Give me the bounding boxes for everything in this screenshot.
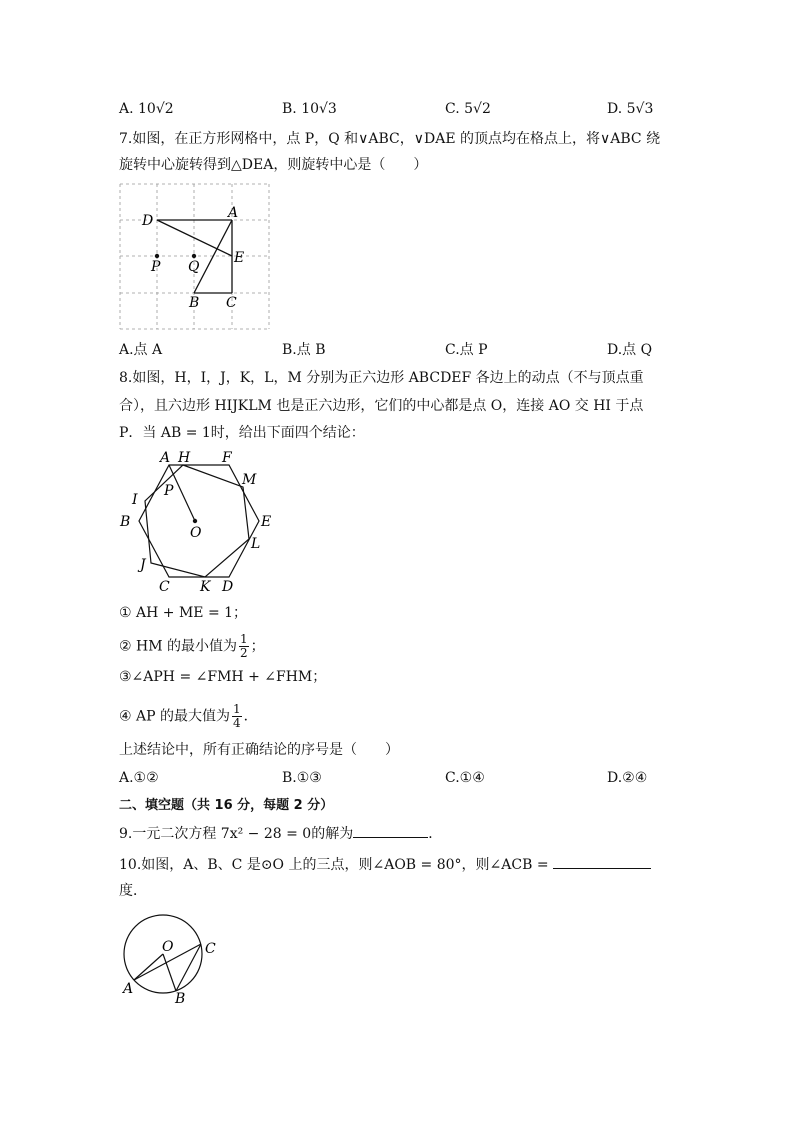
q10-answer-blank[interactable] xyxy=(553,854,651,869)
q8-label-k: K xyxy=(200,579,211,595)
q8-conclusion-2 xyxy=(119,633,265,660)
q7-label-p: P xyxy=(151,259,161,275)
q8-label-a: A xyxy=(160,450,171,466)
q8-conclusion-3: ③∠APH = ∠FMH + ∠FHM； xyxy=(119,669,327,685)
q9-stem xyxy=(119,823,442,844)
hexagon-abcdef xyxy=(139,465,259,577)
q8-label-f: F xyxy=(222,450,232,466)
q8-label-i: I xyxy=(132,492,138,508)
q8-c4-fraction xyxy=(232,703,242,730)
q9-answer-blank[interactable] xyxy=(353,823,428,838)
q6-option-d: D. 5√3 xyxy=(607,101,654,117)
q8-c4-denominator: 4 xyxy=(232,716,241,730)
q8-c2-fraction xyxy=(239,633,249,660)
q10-stem-line1 xyxy=(119,854,651,875)
q7-option-b: B.点 B xyxy=(282,342,326,358)
q7-option-d: D.点 Q xyxy=(607,342,653,358)
q7-label-d: D xyxy=(142,213,154,229)
q8-hexagon-figure xyxy=(114,448,284,596)
q8-c2-text: ② HM 的最小值为 xyxy=(119,638,237,655)
q8-label-l: L xyxy=(251,536,261,552)
q10-label-b: B xyxy=(175,991,186,1007)
q8-conclusion-4 xyxy=(119,703,258,730)
q7-label-c: C xyxy=(226,295,237,311)
q10-label-o: O xyxy=(162,939,174,955)
q8-label-h: H xyxy=(178,450,191,466)
q6-option-b: B. 10√3 xyxy=(282,101,337,117)
q8-label-e: E xyxy=(261,514,272,530)
q8-c2-numerator: 1 xyxy=(240,632,248,646)
q8-label-j: J xyxy=(140,557,146,573)
q8-label-p: P xyxy=(164,483,174,499)
q7-label-b: B xyxy=(189,295,200,311)
q8-stem-line2: 合），且六边形 HIJKLM 也是正六边形，它们的中心都是点 O，连接 AO 交 HI 于点 xyxy=(119,398,644,414)
q7-grid-figure xyxy=(119,183,271,331)
q8-option-a: A.①② xyxy=(119,770,159,786)
q10-circle-figure xyxy=(119,910,229,1008)
q8-label-d: D xyxy=(222,579,234,595)
q8-conclusion-1: ① AH + ME = 1； xyxy=(119,605,248,621)
q8-stem-line3: P．当 AB = 1时，给出下面四个结论： xyxy=(119,425,365,441)
q8-c4-text: ④ AP 的最大值为 xyxy=(119,708,230,725)
q8-label-m: M xyxy=(242,472,257,488)
q7-option-a: A.点 A xyxy=(119,342,163,358)
q7-stem-line2: 旋转中心旋转得到△DEA，则旋转中心是（ ） xyxy=(119,157,428,173)
q9-text: 9.一元二次方程 7x² − 28 = 0的解为 xyxy=(119,826,354,842)
q9-end: ． xyxy=(428,826,443,842)
section-heading: 二、填空题（共 16 分，每题 2 分） xyxy=(119,798,334,813)
q8-c4-end: ． xyxy=(243,708,258,725)
q10-text: 10.如图，A、B、C 是⊙O 上的三点，则∠AOB = 80°，则∠ACB = xyxy=(119,857,549,873)
q10-label-c: C xyxy=(205,941,216,957)
q8-label-o: O xyxy=(190,525,202,541)
q7-label-a: A xyxy=(228,205,239,221)
q7-label-e: E xyxy=(234,250,245,266)
q8-c2-end: ； xyxy=(250,638,265,655)
q8-option-d: D.②④ xyxy=(607,770,648,786)
q8-stem-line1: 8.如图，H，I，J，K，L，M 分别为正六边形 ABCDEF 各边上的动点（不与顶点重 xyxy=(119,370,644,386)
q8-option-c: C.①④ xyxy=(445,770,485,786)
q10-label-a: A xyxy=(123,981,134,997)
q8-option-b: B.①③ xyxy=(282,770,322,786)
q6-option-a: A. 10√2 xyxy=(119,101,174,117)
q6-option-c: C. 5√2 xyxy=(445,101,491,117)
q8-label-c: C xyxy=(159,579,170,595)
q7-stem-line1: 7.如图，在正方形网格中，点 P，Q 和∨ABC，∨DAE 的顶点均在格点上，将∨ABC 绕 xyxy=(119,131,661,147)
q7-label-q: Q xyxy=(188,259,200,275)
q8-c4-numerator: 1 xyxy=(232,702,241,716)
q8-question: 上述结论中，所有正确结论的序号是（ ） xyxy=(119,742,399,758)
q10-stem-line2: 度． xyxy=(119,883,147,899)
q8-label-b: B xyxy=(120,514,131,530)
q8-c2-denominator: 2 xyxy=(240,646,248,660)
q7-option-c: C.点 P xyxy=(445,342,488,358)
